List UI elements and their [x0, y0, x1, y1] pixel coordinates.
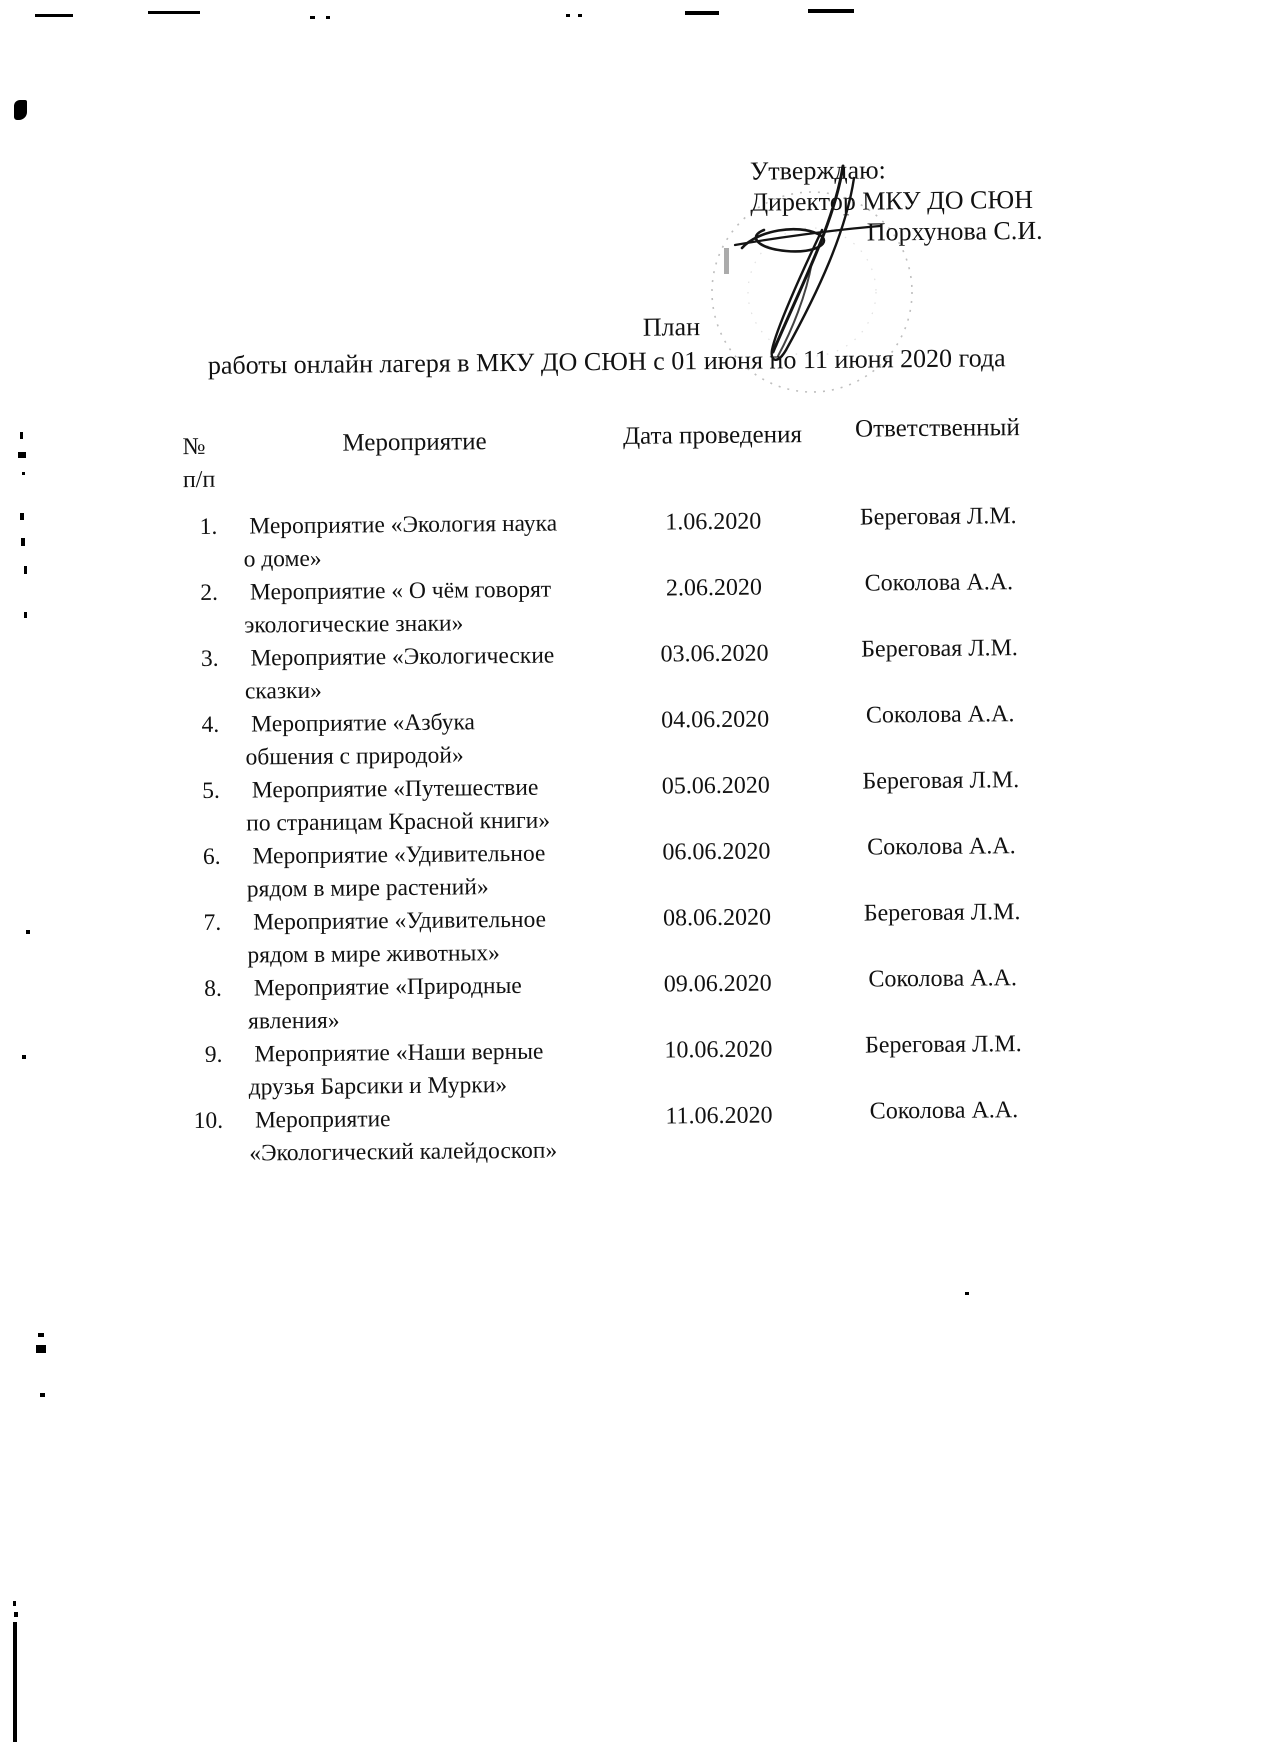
row-event: [245, 705, 626, 775]
row-responsible: Береговая Л.М.: [862, 767, 1020, 795]
row-number: 1.: [199, 513, 218, 540]
header-event: Мероприятие: [342, 428, 487, 457]
plan-table: [182, 414, 1079, 1172]
row-event: [248, 969, 629, 1039]
row-event-line2: явления»: [247, 1007, 340, 1035]
row-event-line1: Мероприятие «Удивительное: [253, 906, 547, 936]
row-event-line2: о доме»: [243, 545, 322, 573]
row-event: [243, 507, 624, 577]
row-event-line1: Мероприятие «Наши верные: [254, 1038, 544, 1068]
row-number: 4.: [201, 711, 220, 738]
row-number: 9.: [204, 1041, 223, 1068]
row-date: 10.06.2020: [664, 1036, 773, 1064]
row-event: [246, 771, 627, 841]
row-event-line1: Мероприятие « О чём говорят: [249, 576, 552, 606]
document-subtitle: работы онлайн лагеря в МКУ ДО СЮН с 01 июня по 11 июня 2020 года: [207, 343, 1006, 380]
row-responsible: Соколова А.А.: [867, 833, 1016, 861]
row-date: 1.06.2020: [665, 508, 762, 536]
row-responsible: Соколова А.А.: [864, 569, 1014, 597]
row-number: 10.: [193, 1107, 224, 1135]
row-event: [244, 639, 625, 709]
row-event-line2: сказки»: [244, 677, 322, 705]
approval-block: [750, 153, 1043, 249]
approval-line-1: Утверждаю:: [749, 155, 886, 186]
row-event-line1: Мероприятие «Природные: [253, 972, 522, 1002]
header-date: Дата проведения: [622, 421, 803, 450]
row-event-line2: рядом в мире животных»: [247, 940, 500, 969]
row-number: 8.: [204, 975, 222, 1002]
row-event: [244, 573, 625, 643]
row-date: 06.06.2020: [662, 838, 771, 866]
row-event: [248, 1035, 629, 1105]
row-event-line1: Мероприятие: [254, 1106, 391, 1134]
row-date: 03.06.2020: [660, 640, 769, 668]
approval-line-3: Порхунова С.И.: [866, 215, 1043, 247]
row-number: 6.: [202, 843, 221, 870]
header-number-line2: п/п: [182, 466, 216, 494]
row-event-line2: экологические знаки»: [244, 610, 464, 639]
row-responsible: Береговая Л.М.: [861, 635, 1018, 663]
row-number: 5.: [202, 777, 220, 804]
row-event-line1: Мероприятие «Путешествие: [251, 774, 539, 804]
row-event-line1: Мероприятие «Экология наука: [249, 510, 558, 540]
row-responsible: Береговая Л.М.: [863, 899, 1021, 927]
row-event-line2: обшения с природой»: [245, 742, 464, 771]
row-date: 11.06.2020: [665, 1102, 773, 1130]
header-number-line1: №: [182, 433, 206, 461]
row-responsible: Соколова А.А.: [869, 1097, 1019, 1125]
row-date: 04.06.2020: [661, 706, 770, 734]
row-number: 3.: [200, 645, 219, 672]
table-row: [189, 1097, 1080, 1172]
row-responsible: Береговая Л.М.: [864, 1031, 1022, 1059]
row-responsible: Соколова А.А.: [868, 965, 1018, 993]
row-date: 08.06.2020: [662, 904, 772, 932]
row-event: [246, 837, 627, 907]
row-event-line2: друзья Барсики и Мурки»: [248, 1072, 508, 1101]
row-date: 09.06.2020: [663, 970, 772, 998]
row-event-line1: Мероприятие «Экологические: [250, 642, 555, 672]
header-responsible: Ответственный: [854, 414, 1020, 443]
header-number: [182, 431, 243, 498]
row-responsible: Береговая Л.М.: [859, 503, 1017, 531]
row-event-line1: Мероприятие «Удивительное: [252, 840, 546, 870]
table-header-row: [182, 414, 1073, 498]
approval-line-2: Директор МКУ ДО СЮН: [750, 184, 1034, 217]
document-title: План: [642, 312, 701, 342]
row-event: [247, 903, 628, 973]
row-responsible: Соколова А.А.: [865, 701, 1015, 729]
row-event-line2: рядом в мире растений»: [246, 874, 489, 903]
row-event-line2: по страницам Красной книги»: [246, 807, 551, 837]
table-body: [183, 503, 1079, 1172]
row-event: [249, 1101, 630, 1171]
row-number: 7.: [203, 909, 222, 936]
row-date: 2.06.2020: [665, 574, 763, 602]
row-number: 2.: [200, 579, 219, 606]
row-event-line1: Мероприятие «Азбука: [251, 709, 476, 738]
row-date: 05.06.2020: [661, 772, 770, 800]
row-event-line2: «Экологический калейдоскоп»: [249, 1137, 558, 1167]
